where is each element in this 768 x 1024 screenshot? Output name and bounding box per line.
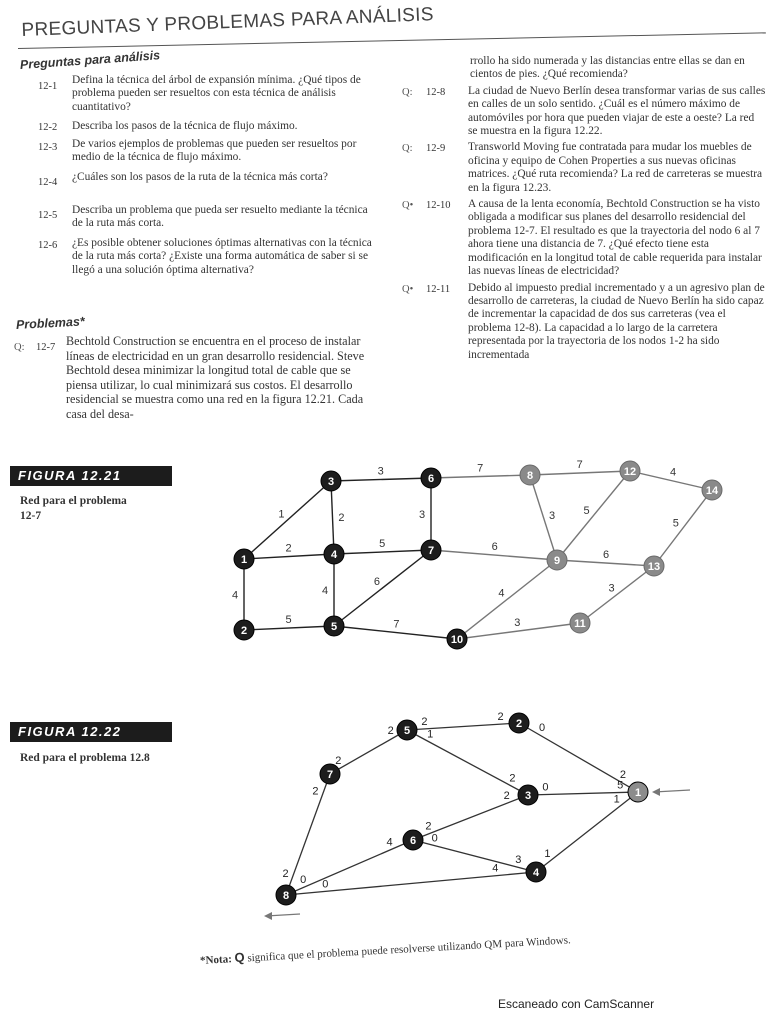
- capacity-label-5-3-start: 1: [427, 728, 434, 741]
- questions-list: [20, 74, 378, 298]
- edge-label-9-10: 4: [498, 587, 505, 600]
- questions-section-label: Preguntas para análisis: [19, 48, 161, 72]
- figure-12-22-tag: FIGURA 12.22: [10, 722, 172, 742]
- svg-text:8: 8: [526, 470, 534, 482]
- qm-windows-icon: Q:: [402, 143, 413, 155]
- problem-number: 12-11: [426, 283, 451, 295]
- node-8: [520, 465, 540, 485]
- svg-text:13: 13: [647, 561, 661, 573]
- svg-text:2: 2: [515, 718, 523, 730]
- figure-12-22-network: [0, 690, 768, 940]
- svg-text:12: 12: [623, 466, 637, 478]
- problem-text: La ciudad de Nuevo Berlín desea transformar varias de sus calles en calles de un solo sentido. ¿Cuál es el número máximo de automóviles por hora que pueden viajar de este a oeste? La red se muestra en la figura 12.22.: [468, 84, 766, 138]
- capacity-label-7-8-end: 2: [282, 867, 289, 880]
- problem-item: [400, 198, 766, 278]
- capacity-label-5-3-end: 2: [509, 772, 516, 785]
- node-2: [234, 620, 254, 640]
- node-5: [324, 616, 344, 636]
- question-number: 12-2: [38, 122, 58, 133]
- svg-text:3: 3: [524, 790, 532, 802]
- edge-label-3-6: 3: [377, 465, 384, 478]
- node-4: [526, 862, 546, 882]
- edge-label-9-12: 5: [583, 504, 590, 517]
- node-6: [403, 830, 423, 850]
- edge-4-1: [536, 792, 638, 872]
- problems-list-right: [400, 55, 766, 365]
- capacity-label-5-2-end: 2: [497, 711, 504, 724]
- qm-windows-icon: Q: [234, 949, 246, 966]
- question-text: ¿Es posible obtener soluciones óptimas alternativas con la técnica de la ruta más corta? ¿Existe una forma automática de saber si se llegó a una solución óptima alternativa?: [72, 237, 372, 276]
- svg-text:5: 5: [330, 621, 338, 633]
- edge-6-8: [431, 475, 530, 478]
- problem-item: [400, 282, 766, 362]
- svg-text:4: 4: [532, 867, 540, 879]
- problems-list-left: [14, 334, 378, 425]
- problem-number: 12-8: [426, 86, 446, 98]
- edge-label-5-7: 6: [373, 575, 381, 588]
- node-7: [421, 540, 441, 560]
- edge-label-3-4: 2: [338, 512, 345, 525]
- problem-text: Bechtold Construction se encuentra en el proceso de instalar líneas de electricidad en un gran desarrollo residencial. Steve Bechtold desea minimizar la longitud total de cable que se piensa utilizar, lo cual minimizará sus costos. El desarrollo residencial se muestra como una red en la figura 12.21. Cada casa del desa-: [66, 334, 365, 421]
- svg-text:4: 4: [330, 549, 338, 561]
- edge-label-7-9: 6: [491, 541, 498, 554]
- svg-text:5: 5: [403, 725, 411, 737]
- node-6: [421, 468, 441, 488]
- capacity-label-2-1-end: 2: [619, 769, 627, 782]
- figure-12-21-tag: FIGURA 12.21: [10, 466, 172, 486]
- edge-8-12: [530, 471, 630, 475]
- edge-label-6-7: 3: [418, 509, 426, 521]
- edge-6-3: [413, 795, 528, 840]
- svg-text:8: 8: [282, 890, 290, 902]
- edge-5-3: [407, 730, 528, 795]
- edge-9-12: [557, 471, 630, 560]
- capacity-label-4-1-end: 1: [613, 793, 620, 806]
- node-5: [397, 720, 417, 740]
- svg-text:6: 6: [427, 473, 435, 485]
- svg-text:6: 6: [409, 835, 417, 847]
- edge-11-13: [580, 566, 654, 623]
- question-item: [20, 171, 378, 201]
- question-text: Describa un problema que pueda ser resuelto mediante la técnica de la ruta más corta.: [72, 204, 368, 230]
- capacity-label-2-1-start: 0: [538, 722, 546, 735]
- edge-label-10-11: 3: [514, 617, 521, 630]
- edge-8-6: [286, 840, 413, 895]
- edge-label-4-7: 5: [379, 538, 386, 551]
- svg-text:11: 11: [574, 618, 586, 630]
- problem-item: [400, 141, 766, 195]
- problem-number: 12-10: [426, 200, 451, 212]
- edge-label-2-5: 5: [285, 614, 292, 627]
- page-title: PREGUNTAS Y PROBLEMAS PARA ANÁLISIS: [21, 4, 435, 42]
- question-text: Defina la técnica del árbol de expansión mínima. ¿Qué tipos de problema pueden ser resueltos con esta técnica de análisis cuantitativo?: [72, 74, 361, 113]
- problem-item: [14, 334, 378, 422]
- node-3: [321, 471, 341, 491]
- problem-text: Debido al impuesto predial incrementado y a un agresivo plan de desarrollo de carreteras, la ciudad de Nuevo Berlín ha sido capaz de incrementar la capacidad de dos sus carreteras (vea el problema 12-8). La capacidad a lo largo de la carretera representada por la trayectoria de los nodos 1-2 ha sido incrementada: [468, 281, 765, 361]
- capacity-label-8-4-start: 0: [322, 878, 329, 891]
- question-number: 12-3: [38, 142, 58, 153]
- question-text: De varios ejemplos de problemas que pueden ser resueltos por medio de la técnica de flujo máximo.: [72, 138, 357, 164]
- figure-12-21-caption-line1: Red para el problema: [20, 495, 127, 507]
- scanner-watermark: Escaneado con CamScanner: [498, 997, 655, 1011]
- edge-13-14: [654, 490, 712, 566]
- question-item: [20, 120, 378, 135]
- qm-windows-icon: Q:: [402, 86, 413, 98]
- node-11: [570, 613, 590, 633]
- edge-label-1-3: 1: [278, 508, 285, 521]
- edge-label-8-9: 3: [549, 509, 556, 522]
- edge-label-4-5: 4: [321, 585, 329, 597]
- edge-label-6-8: 7: [477, 462, 484, 475]
- problem-number: 12-7: [36, 342, 56, 353]
- question-number: 12-1: [38, 81, 58, 92]
- node-1: [628, 782, 648, 802]
- qm-windows-icon: Q:: [14, 342, 25, 353]
- svg-text:7: 7: [326, 769, 334, 781]
- svg-text:14: 14: [705, 485, 719, 497]
- node-7: [320, 764, 340, 784]
- capacity-label-5-2-start: 2: [421, 715, 428, 728]
- edge-7-8: [286, 774, 330, 895]
- problem-text: A causa de la lenta economía, Bechtold Construction se ha visto obligada a modificar sus planes del desarrollo residencial del problema 12-7. El resultado es que la trayectoria del nodo 6 al 7 ahora tiene una distancia de 7. ¿Qué efecto tiene esta modificación en la longitud total de cable requerida para instalar las nuevas líneas de electricidad?: [468, 198, 762, 278]
- capacity-label-8-6-start: 0: [300, 873, 307, 886]
- node-2: [509, 713, 529, 733]
- svg-text:3: 3: [327, 476, 335, 488]
- edge-label-1-4: 2: [285, 542, 292, 555]
- problem-item: [400, 85, 766, 139]
- figure-12-21-network: [0, 430, 768, 660]
- footnote-prefix: *Nota:: [199, 953, 233, 967]
- edge-4-7: [334, 550, 431, 554]
- question-text: Describa los pasos de la técnica de flujo máximo.: [72, 120, 298, 132]
- edge-3-4: [331, 481, 334, 554]
- svg-text:1: 1: [634, 787, 642, 799]
- qm-windows-icon: Q•: [402, 283, 414, 295]
- capacity-label-4-1-start: 1: [544, 847, 551, 860]
- problems-section-label: Problemas*: [15, 314, 86, 332]
- edge-label-12-14: 4: [669, 466, 677, 479]
- capacity-label-8-4-end: 4: [492, 862, 499, 875]
- capacity-label-6-3-start: 2: [425, 820, 432, 833]
- question-item: [20, 74, 378, 117]
- figure-12-22-caption: Red para el problema 12.8: [20, 752, 150, 764]
- footnote-text: significa que el problema puede resolverse utilizando QM para Windows.: [247, 934, 572, 965]
- edge-9-10: [457, 560, 557, 639]
- node-13: [644, 556, 664, 576]
- question-item: [20, 237, 378, 295]
- node-9: [547, 550, 567, 570]
- svg-text:2: 2: [240, 625, 248, 637]
- node-1: [234, 549, 254, 569]
- node-14: [702, 480, 722, 500]
- edge-5-7: [334, 550, 431, 626]
- question-number: 12-5: [38, 210, 58, 221]
- capacity-label-8-6-end: 4: [386, 836, 393, 849]
- capacity-label-6-3-end: 2: [503, 789, 510, 802]
- edge-1-4: [244, 554, 334, 559]
- figure-12-21-caption-line2: 12-7: [20, 510, 42, 522]
- question-number: 12-6: [38, 240, 58, 251]
- svg-text:10: 10: [450, 634, 464, 646]
- problem-text: Transworld Moving fue contratada para mudar los muebles de oficina y equipo de Cohen Properties a sus nuevas oficinas matrices. ¿Qué ruta recomienda? La red de carreteras se muestra en la figura 12.23.: [468, 141, 763, 194]
- node-4: [324, 544, 344, 564]
- qm-windows-icon: Q•: [402, 200, 414, 212]
- outflow-arrowhead-icon: [264, 912, 272, 920]
- node-3: [518, 785, 538, 805]
- node-10: [447, 629, 467, 649]
- problem-number: 12-9: [426, 143, 446, 155]
- svg-text:1: 1: [240, 554, 248, 566]
- node-8: [276, 885, 296, 905]
- capacity-label-5-7-start: 2: [387, 725, 394, 738]
- svg-text:9: 9: [553, 555, 561, 567]
- capacity-label-7-8-start: 2: [312, 785, 319, 798]
- node-12: [620, 461, 640, 481]
- inflow-arrowhead-icon: [652, 788, 660, 796]
- capacity-label-6-4-start: 0: [431, 832, 438, 845]
- question-number: 12-4: [38, 177, 58, 188]
- edge-label-9-13: 6: [602, 549, 610, 562]
- capacity-label-6-4-end: 3: [515, 854, 522, 867]
- edge-label-13-14: 5: [672, 517, 679, 530]
- question-item: [20, 204, 378, 234]
- page-header: [18, 4, 448, 58]
- capacity-label-3-1-end: 5: [617, 779, 624, 792]
- capacity-label-5-7-end: 2: [335, 755, 342, 768]
- question-item: [20, 138, 378, 168]
- capacity-label-3-1-start: 0: [542, 781, 549, 794]
- svg-text:7: 7: [427, 545, 435, 557]
- edge-label-8-12: 7: [576, 459, 583, 472]
- edge-label-11-13: 3: [608, 582, 615, 595]
- edge-5-7: [330, 730, 407, 774]
- edge-3-6: [331, 478, 431, 481]
- edge-label-5-10: 7: [393, 618, 400, 631]
- question-text: ¿Cuáles son los pasos de la ruta de la técnica más corta?: [72, 171, 328, 183]
- edge-label-1-2: 4: [231, 589, 239, 602]
- problem-text-continued: rrollo ha sido numerada y las distancias entre ellas se dan en cientos de pies. ¿Qué recomienda?: [470, 55, 745, 81]
- edge-2-5: [244, 626, 334, 630]
